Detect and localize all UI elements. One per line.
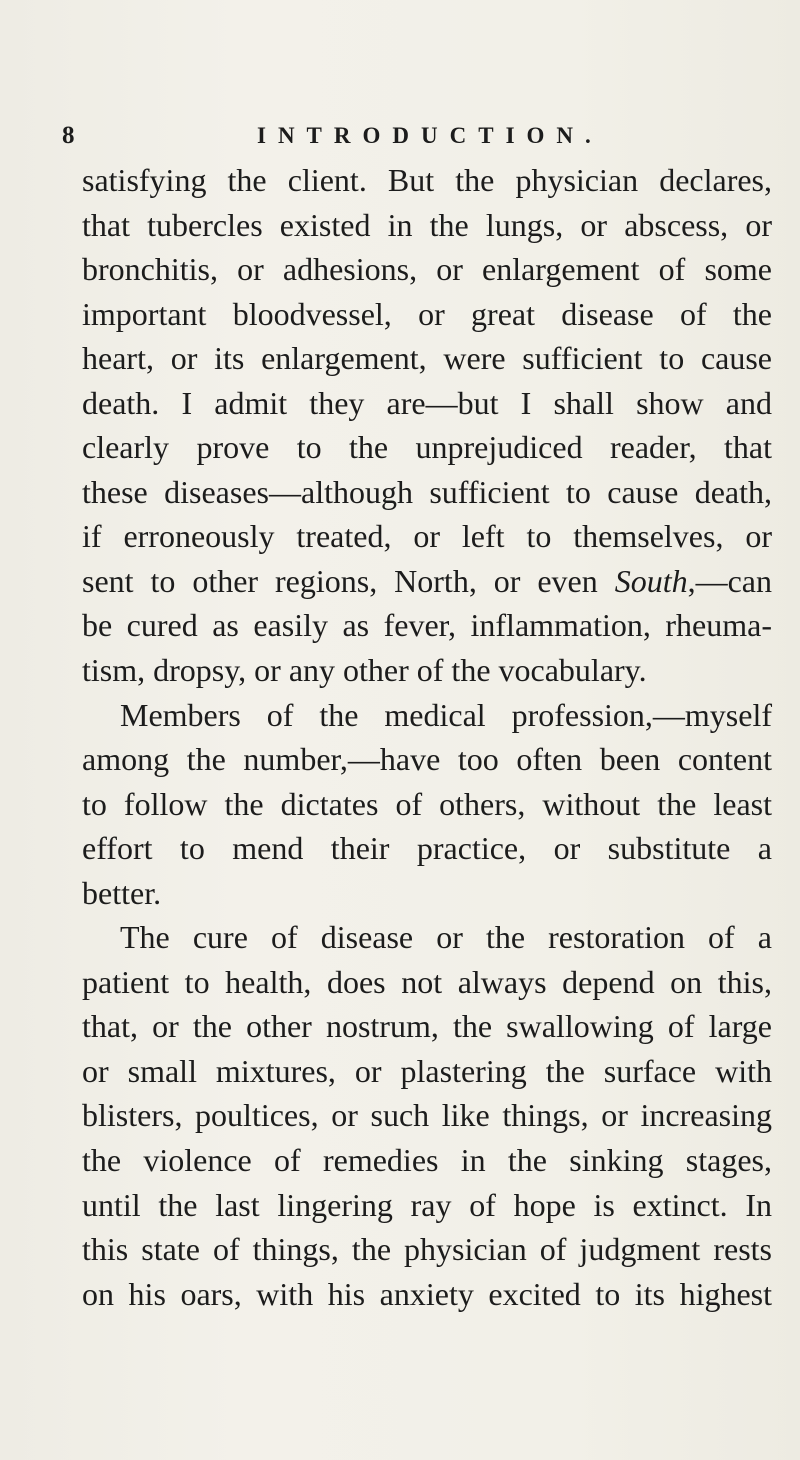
text-line: that tubercles existed in the lungs, or abscess, or (82, 206, 772, 243)
text-line: blisters, poultices, or such like things, or increasing (82, 1097, 772, 1134)
text-line: this state of things, the physician of judgment rests (82, 1231, 772, 1268)
paragraph-start-line: Members of the medical profession,—myself (120, 696, 772, 733)
text-line: better. (82, 874, 162, 911)
page-header (62, 118, 760, 154)
text-line: heart, or its enlargement, were sufficient to cause (82, 340, 772, 377)
text-line-with-italic (82, 559, 772, 604)
text-line: important bloodvessel, or great disease of the (82, 295, 772, 332)
text-line: these diseases—although sufficient to cause death, (82, 473, 772, 510)
text-segment: sent to other regions, North, or even (82, 562, 615, 599)
text-line: bronchitis, or adhesions, or enlargement of some (82, 251, 772, 288)
text-line: if erroneously treated, or left to themselves, or (82, 518, 772, 555)
text-line: tism, dropsy, or any other of the vocabulary. (82, 652, 647, 689)
text-line: among the number,—have too often been content (82, 741, 772, 778)
text-line: on his oars, with his anxiety excited to its highest (82, 1275, 772, 1312)
page-number: 8 (62, 122, 75, 149)
text-line: effort to mend their practice, or substitute a (82, 830, 772, 867)
text-line: clearly prove to the unprejudiced reader, that (82, 429, 772, 466)
body-text (82, 158, 772, 1316)
italic-word: South (614, 562, 688, 599)
text-line: that, or the other nostrum, the swallowing of large (82, 1008, 772, 1045)
text-segment: ,—can (687, 562, 772, 599)
text-line: or small mixtures, or plastering the surface with (82, 1052, 772, 1089)
text-line: the violence of remedies in the sinking stages, (82, 1142, 772, 1179)
text-line: patient to health, does not always depend on this, (82, 963, 772, 1000)
paragraph-start-line: The cure of disease or the restoration of a (120, 919, 772, 956)
text-line: until the last lingering ray of hope is extinct. In (82, 1186, 772, 1223)
text-line: to follow the dictates of others, without the least (82, 785, 772, 822)
text-line: death. I admit they are—but I shall show and (82, 384, 772, 421)
running-title: INTRODUCTION. (257, 123, 603, 148)
text-line: satisfying the client. But the physician declares, (82, 162, 772, 198)
text-line: be cured as easily as fever, inflammation, rheuma- (82, 607, 772, 644)
